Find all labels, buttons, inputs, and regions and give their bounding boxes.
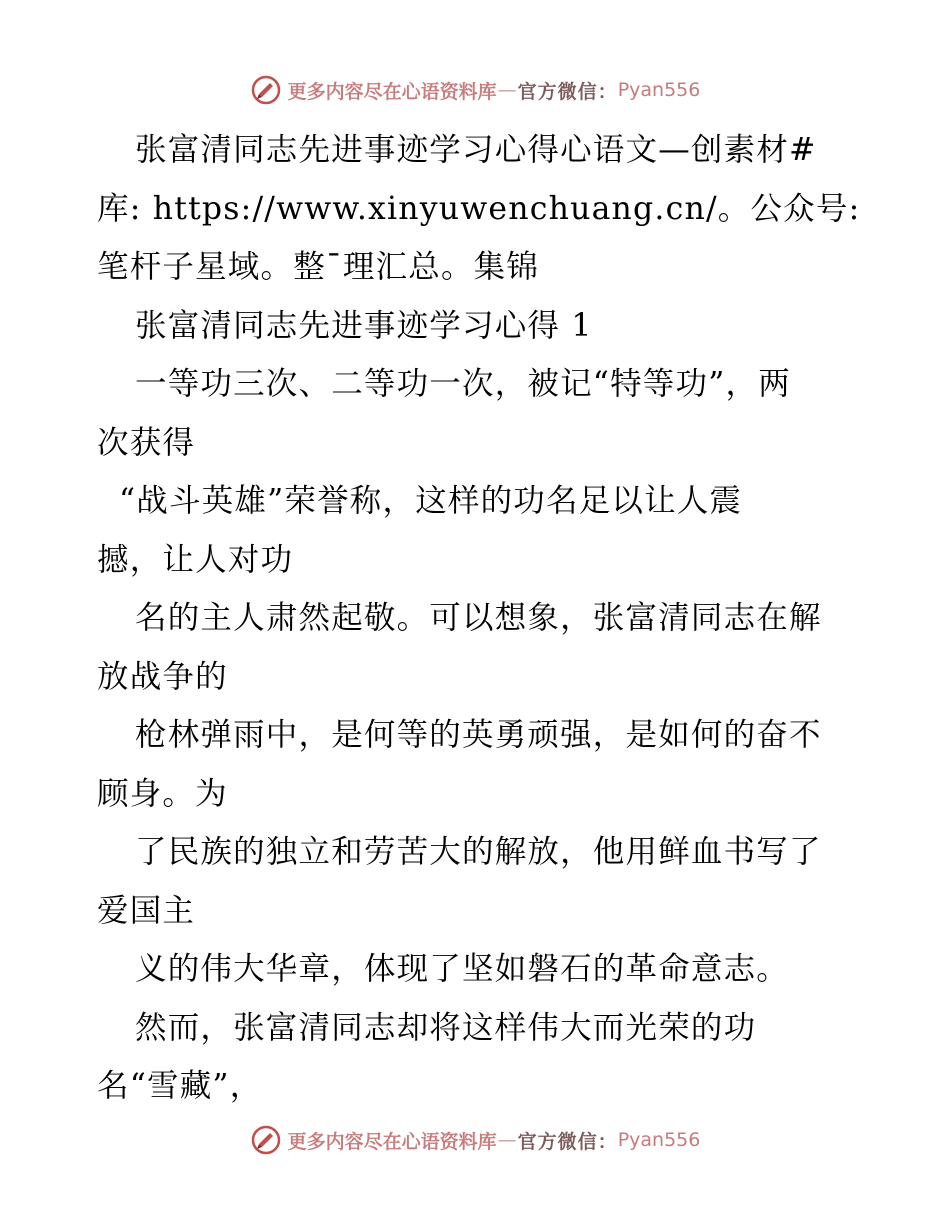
banner-dash: — <box>497 1129 517 1151</box>
document-line: 义的伟大华章，体现了坚如磐石的革命意志。 <box>135 951 790 987</box>
document-line: 枪林弹雨中，是何等的英勇顽强，是如何的奋不 <box>135 717 822 753</box>
document-line: “战斗英雄”荣誉称，这样的功名足以让人震 <box>119 483 743 519</box>
document-line: 名的主人肃然起敬。可以想象，张富清同志在解 <box>135 600 822 636</box>
banner-wechat-label: 官方微信： <box>517 1130 618 1153</box>
document-line: 名“雪藏”， <box>97 1068 263 1104</box>
header-banner <box>0 70 950 110</box>
document-line: 次获得 <box>97 424 196 461</box>
document-line: 一等功三次、二等功一次，被记“特等功”，两 <box>135 366 791 402</box>
document-line: 张富清同志先进事迹学习心得心语文—创素材# <box>135 132 817 168</box>
document-body <box>97 121 861 1116</box>
banner-dash: — <box>497 79 517 101</box>
logo-icon <box>250 1124 282 1156</box>
document-line: 然而，张富清同志却将这样伟大而光荣的功 <box>135 1009 757 1046</box>
logo-icon <box>250 74 282 106</box>
banner-wechat-label: 官方微信： <box>517 80 618 103</box>
banner-main-text: 更多内容尽在心语资料库 <box>287 1130 497 1153</box>
banner-wechat-id: Pyan556 <box>617 79 701 101</box>
document-line: 爱国主 <box>97 892 196 929</box>
document-line: 库: https://www.xinyuwenchuang.cn/。公众号: <box>97 190 861 227</box>
document-line: 笔杆子星域。整¯理汇总。集锦 <box>97 249 540 285</box>
banner-main-text: 更多内容尽在心语资料库 <box>287 80 497 103</box>
banner-wechat-id: Pyan556 <box>617 1129 701 1151</box>
document-line: 了民族的独立和劳苦大的解放，他用鲜血书写了 <box>135 834 822 870</box>
document-line: 放战争的 <box>97 658 228 695</box>
document-line: 张富清同志先进事迹学习心得 1 <box>135 307 593 344</box>
footer-banner <box>0 1120 950 1160</box>
document-line: 顾身。为 <box>97 775 228 812</box>
document-line: 撼，让人对功 <box>97 541 294 578</box>
